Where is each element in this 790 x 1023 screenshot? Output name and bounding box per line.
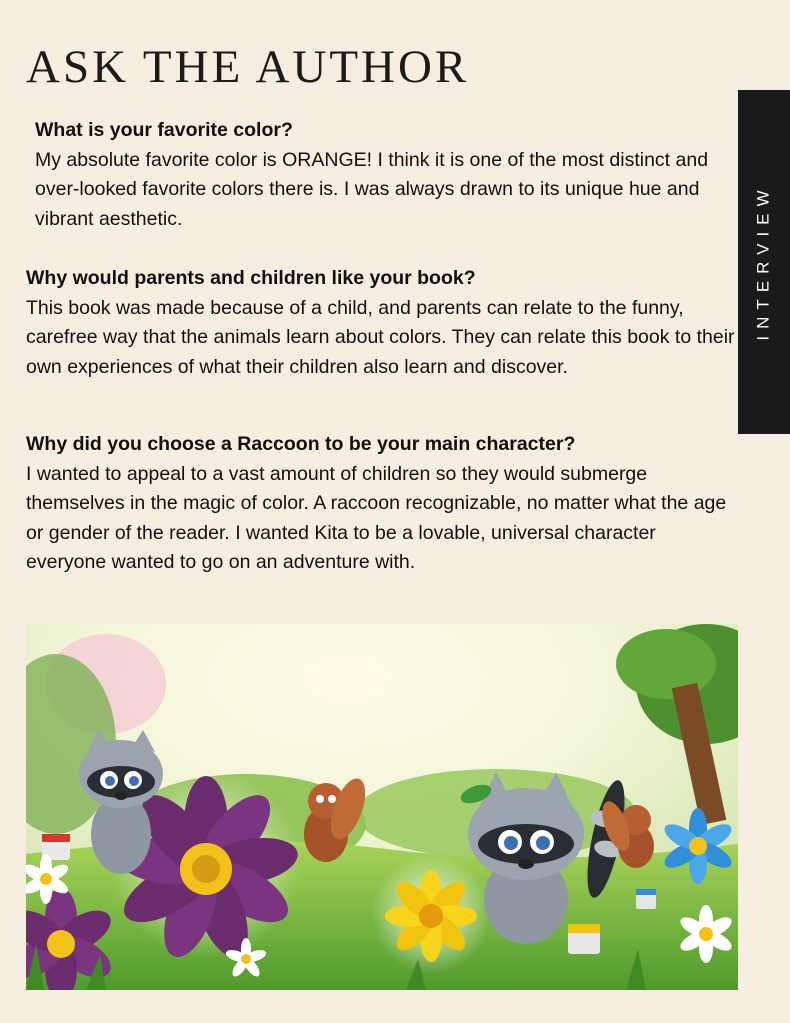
answer-text: My absolute favorite color is ORANGE! I think it is one of the most distinct and over-looked favorite colors there is. I was always drawn to its unique hue and vibrant aesthetic. — [35, 148, 709, 230]
qa-block-why-raccoon — [26, 430, 738, 578]
page-title: ASK THE AUTHOR — [26, 41, 470, 93]
interview-side-tab — [738, 90, 790, 434]
question-text: What is your favorite color? — [35, 119, 293, 141]
question-text: Why would parents and children like your book? — [26, 267, 476, 289]
illustration-svg — [26, 624, 738, 990]
book-illustration — [26, 624, 738, 990]
qa-block-favorite-color — [35, 116, 725, 234]
qa-block-why-like-book — [26, 264, 738, 382]
side-tab-label: INTERVIEW — [754, 183, 774, 341]
answer-text: I wanted to appeal to a vast amount of children so they would submerge themselves in the magic of color. A raccoon recognizable, no matter what the age or gender of the reader. I wanted Kita to be a lovable, universal character everyone wanted to go on an adventure with. — [26, 462, 727, 573]
answer-text: This book was made because of a child, and parents can relate to the funny, carefree way that the animals learn about colors. They can relate this book to their own experiences of what their children also learn and discover. — [26, 296, 735, 378]
question-text: Why did you choose a Raccoon to be your main character? — [26, 433, 576, 455]
